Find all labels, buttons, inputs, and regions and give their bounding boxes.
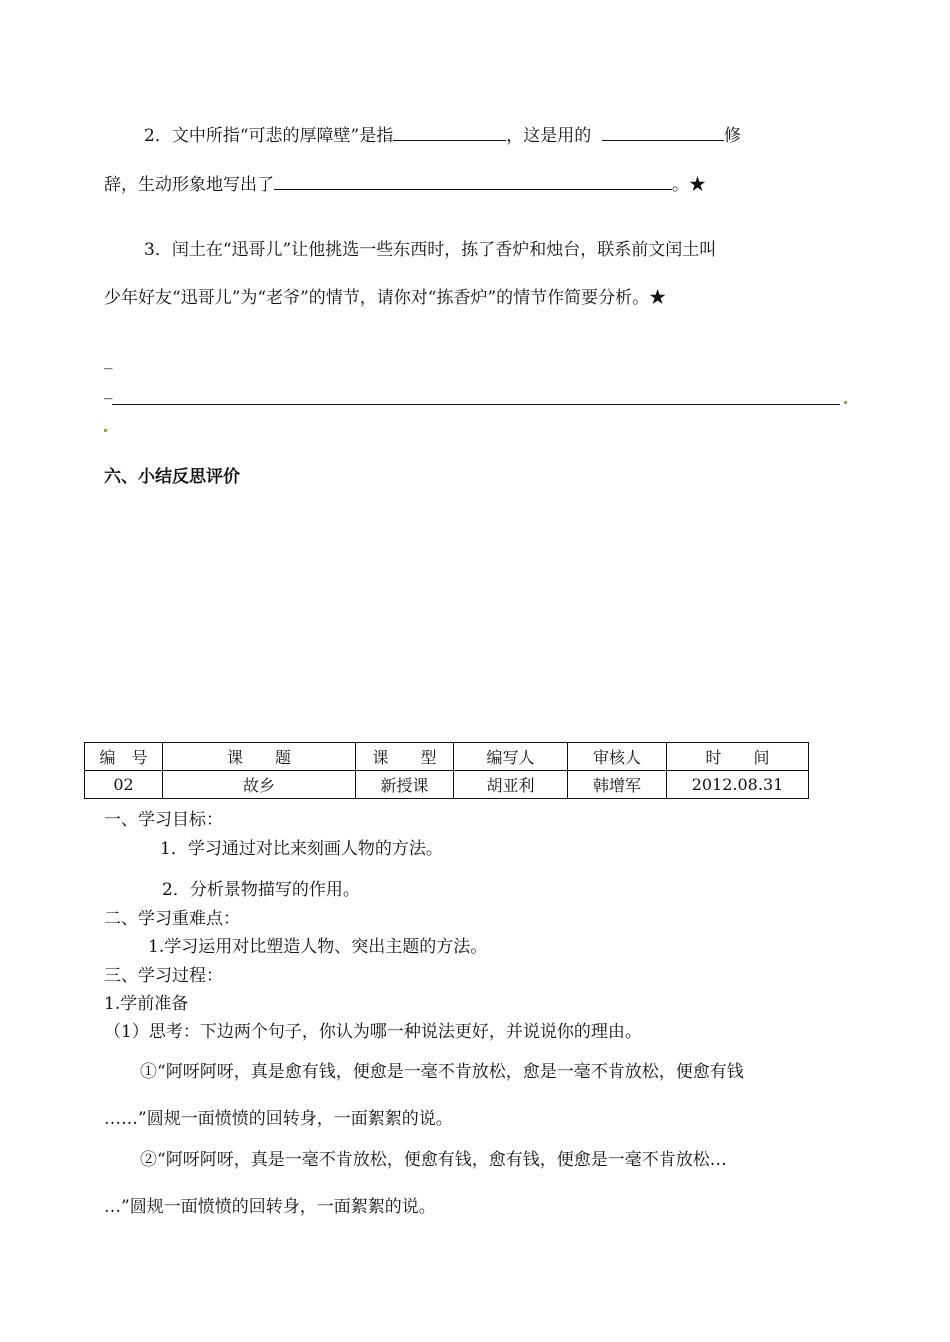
q2-line2-post: 。★ bbox=[672, 175, 706, 195]
sentence-1-line-1: ①“阿呀阿呀，真是愈有钱，便愈是一毫不肯放松，愈是一毫不肯放松，便愈有钱 bbox=[140, 1062, 744, 1082]
prep-heading: 1.学前准备 bbox=[104, 994, 189, 1014]
q2-text-mid: ，这是用的 bbox=[506, 126, 592, 146]
table-header-row bbox=[85, 743, 809, 771]
answer-blank-3[interactable] bbox=[274, 171, 672, 190]
header-cell: 编写人 bbox=[454, 743, 568, 771]
answer-mark-2: _ bbox=[104, 380, 113, 400]
key-point-item: 1.学习运用对比塑造人物、突出主题的方法。 bbox=[148, 937, 488, 957]
q2-text-post: 修 bbox=[724, 126, 742, 146]
q2-text-pre: 2．文中所指“可悲的厚障壁”是指 bbox=[144, 126, 394, 146]
header-cell: 编 号 bbox=[85, 743, 163, 771]
process-title: 三、学习过程： bbox=[104, 966, 223, 986]
table-cell: 胡亚利 bbox=[454, 771, 568, 799]
sentence-1-line-2: ……”圆规一面愤愤的回转身，一面絮絮的说。 bbox=[104, 1109, 453, 1129]
table-cell: 2012.08.31 bbox=[667, 771, 809, 799]
section-6-title: 六、小结反思评价 bbox=[104, 467, 240, 487]
answer-blank-1[interactable] bbox=[393, 122, 506, 141]
paragraph-mark bbox=[104, 429, 107, 432]
table-row bbox=[85, 771, 809, 799]
question-3-line-2: 少年好友“迅哥儿”为“老爷”的情节，请你对“拣香炉”的情节作简要分析。★ bbox=[104, 288, 667, 308]
goal-item-1: 1．学习通过对比来刻画人物的方法。 bbox=[160, 839, 443, 859]
lesson-info-table bbox=[84, 742, 809, 799]
header-cell: 审核人 bbox=[568, 743, 667, 771]
question-3-line-1: 3．闰土在“迅哥儿”让他挑选一些东西时，拣了香炉和烛台，联系前文闰土叫 bbox=[144, 240, 717, 260]
table-cell: 新授课 bbox=[356, 771, 454, 799]
q2-line2-pre: 辞，生动形象地写出了 bbox=[104, 175, 274, 195]
header-cell: 课 型 bbox=[356, 743, 454, 771]
goals-title: 一、学习目标： bbox=[104, 810, 223, 830]
question-2-line-2 bbox=[104, 170, 706, 195]
table-cell: 故乡 bbox=[163, 771, 356, 799]
sentence-2-line-1: ②“阿呀阿呀，真是一毫不肯放松，便愈有钱，愈有钱，便愈是一毫不肯放松… bbox=[140, 1150, 727, 1170]
paragraph-mark bbox=[844, 401, 847, 404]
answer-mark-1: _ bbox=[104, 350, 113, 370]
header-cell: 课 题 bbox=[163, 743, 356, 771]
sentence-2-line-2: …”圆规一面愤愤的回转身，一面絮絮的说。 bbox=[104, 1197, 436, 1217]
answer-line[interactable] bbox=[112, 404, 840, 405]
key-points-title: 二、学习重难点： bbox=[104, 909, 240, 929]
header-cell: 时 间 bbox=[667, 743, 809, 771]
answer-blank-2[interactable] bbox=[602, 122, 724, 141]
question-2-line-1 bbox=[144, 121, 741, 146]
table-cell: 02 bbox=[85, 771, 163, 799]
table-cell: 韩增军 bbox=[568, 771, 667, 799]
goal-item-2: 2．分析景物描写的作用。 bbox=[162, 880, 360, 900]
question-1: （1）思考：下边两个句子，你认为哪一种说法更好，并说说你的理由。 bbox=[104, 1022, 642, 1042]
